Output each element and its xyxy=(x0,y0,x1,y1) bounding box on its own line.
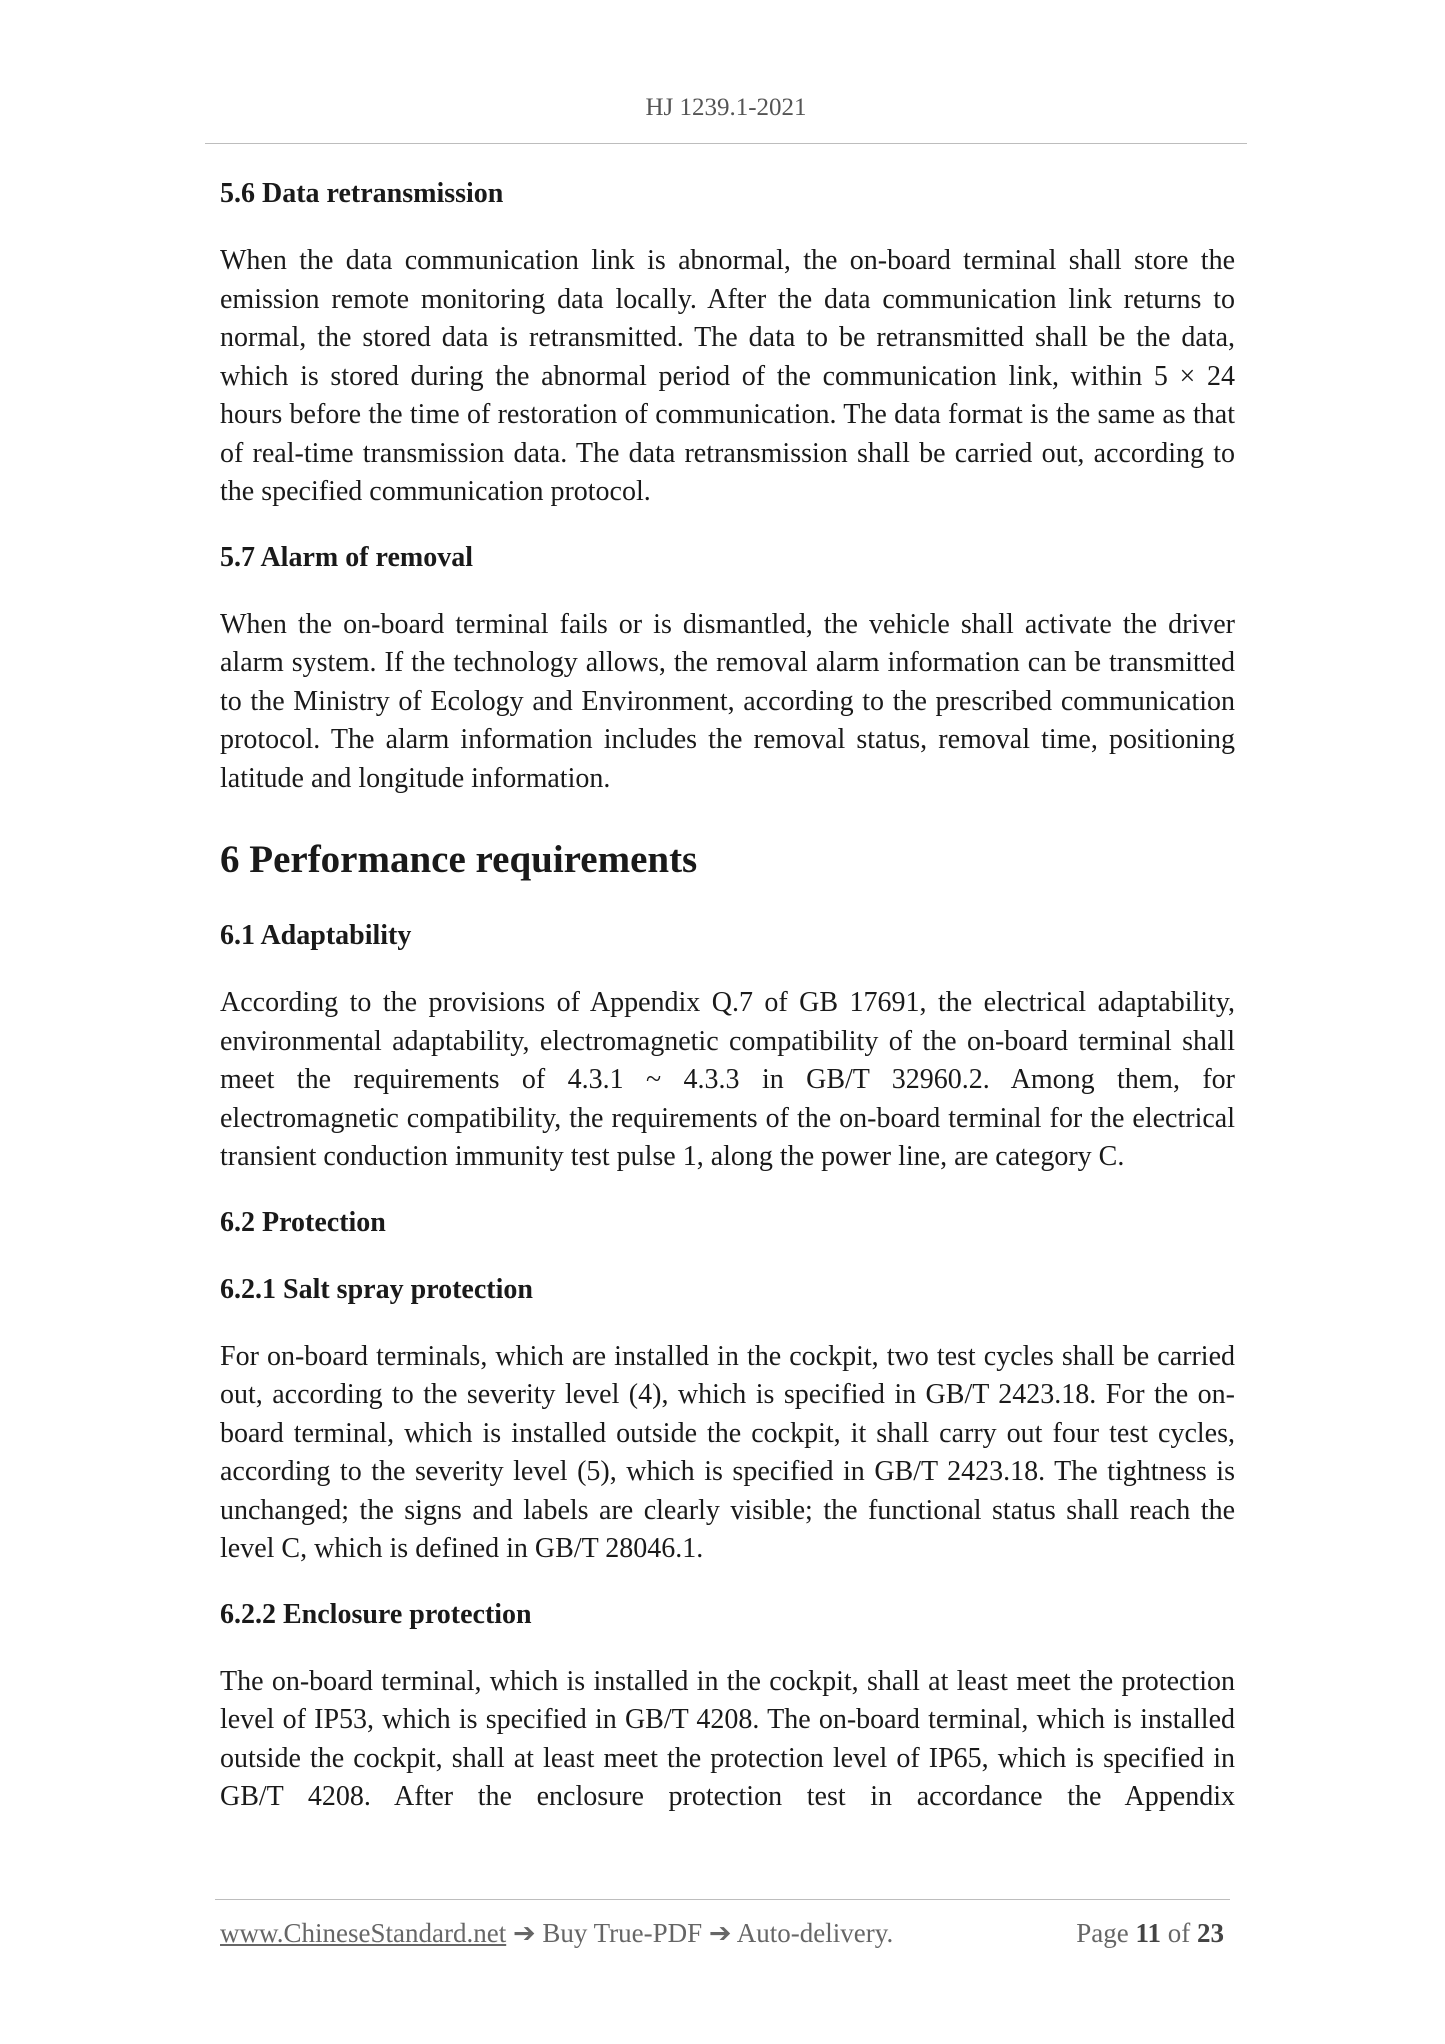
header-divider xyxy=(205,143,1247,144)
auto-delivery-text: Auto-delivery. xyxy=(736,1918,894,1948)
page-header-code: HJ 1239.1-2021 xyxy=(645,94,807,121)
section-6-2-2-body: The on-board terminal, which is installed in the cockpit, shall at least meet the protection level of IP53, which is specified in GB/T 4208. The on-board terminal, which is installed outside the cockpit, shall at least meet the protection level of IP65, which is specified in GB/T 4208. After the enclosure protection test in accordance the Appendix xyxy=(220,1665,1235,1812)
site-link[interactable]: www.ChineseStandard.net xyxy=(220,1918,507,1948)
section-6-1-body: According to the provisions of Appendix Q.7 of GB 17691, the electrical adaptability, environmental adaptability, electromagnetic compatibility of the on-board terminal shall meet the requirements of 4.3.1 ~ 4.3.3 in GB/T 32960.2. Among them, for electromagnetic compatibility, the requirements of the on-board terminal for the electrical transient conduction immunity test pulse 1, along the power line, are category C. xyxy=(220,987,1235,1172)
of-label: of xyxy=(1167,1918,1191,1948)
buy-pdf-text: Buy True-PDF xyxy=(542,1918,703,1948)
footer-links xyxy=(220,1918,893,1949)
arrow-right-icon: ➔ xyxy=(512,1918,536,1948)
section-5-6-body: When the data communication link is abnormal, the on-board terminal shall store the emission remote monitoring data locally. After the data communication link returns to normal, the stored data is retransmitted. The data to be retransmitted shall be the data, which is stored during the abnormal period of the communication link, within 5 × 24 hours before the time of restoration of communication. The data format is the same as that of real-time transmission data. The data retransmission shall be carried out, according to the specified communication protocol. xyxy=(220,245,1235,507)
section-5-6-title: 5.6 Data retransmission xyxy=(220,178,504,209)
footer-divider xyxy=(215,1899,1230,1900)
document-body xyxy=(220,176,1235,1817)
section-5-7-body: When the on-board terminal fails or is dismantled, the vehicle shall activate the driver alarm system. If the technology allows, the removal alarm information can be transmitted to the Ministry of Ecology and Environment, according to the prescribed communication protocol. The alarm information includes the removal status, removal time, positioning latitude and longitude information. xyxy=(220,608,1235,794)
current-page: 11 xyxy=(1135,1918,1161,1948)
page-number xyxy=(1076,1918,1224,1949)
section-6-2-1-body: For on-board terminals, which are installed in the cockpit, two test cycles shall be carried out, according to the severity level (4), which is specified in GB/T 2423.18. For the on-board terminal, which is installed outside the cockpit, it shall carry out four test cycles, according to the severity level (5), which is specified in GB/T 2423.18. The tightness is unchanged; the signs and labels are clearly visible; the functional status shall reach the level C, which is defined in GB/T 28046.1. xyxy=(220,1340,1235,1564)
section-6-2-title: 6.2 Protection xyxy=(220,1206,386,1238)
arrow-right-icon: ➔ xyxy=(708,1918,732,1948)
total-pages: 23 xyxy=(1197,1918,1224,1948)
section-6-1-title: 6.1 Adaptability xyxy=(220,920,412,951)
page-label: Page xyxy=(1076,1918,1129,1948)
section-6-title: 6 Performance requirements xyxy=(220,838,698,881)
section-6-2-1-title: 6.2.1 Salt spray protection xyxy=(220,1273,533,1305)
section-6-2-2-title: 6.2.2 Enclosure protection xyxy=(220,1598,532,1630)
section-5-7-title: 5.7 Alarm of removal xyxy=(220,541,473,573)
